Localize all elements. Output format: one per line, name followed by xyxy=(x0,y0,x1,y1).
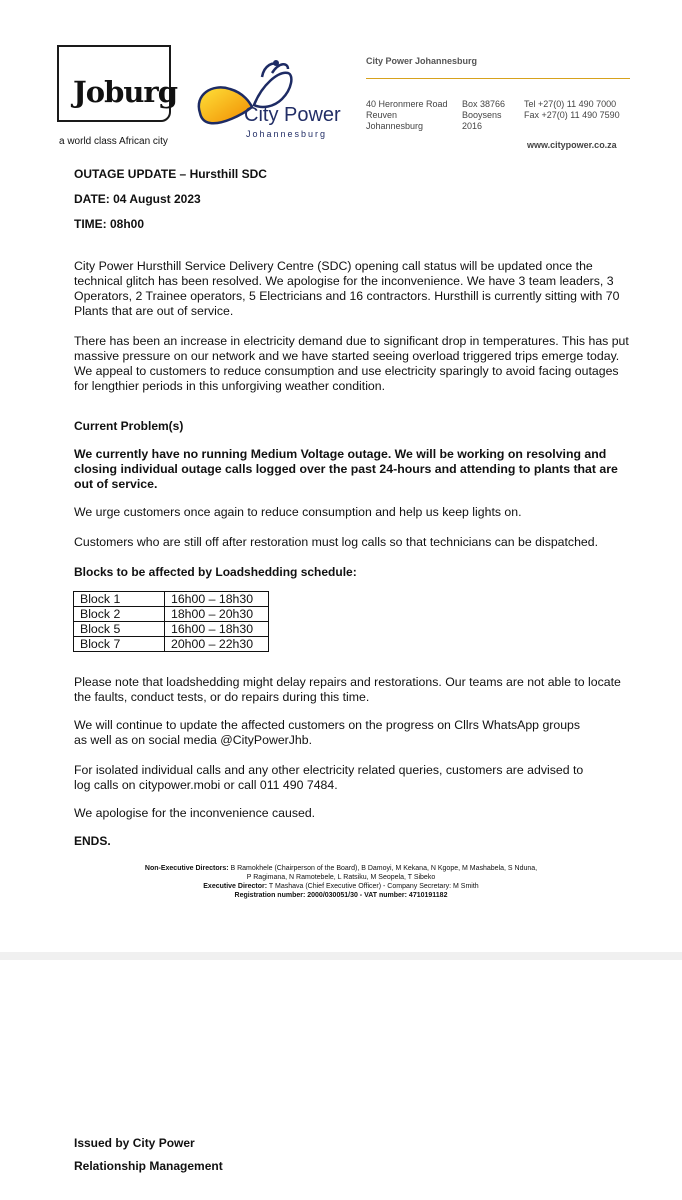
ned-line-2: P Ragimana, N Ramotebele, L Ratsiku, M Seopela, T Sibeko xyxy=(246,874,436,881)
table-row xyxy=(74,592,269,607)
block-name: Block 5 xyxy=(74,622,165,637)
ned-line-1: B Ramokhele (Chairperson of the Board), B Damoyi, M Kekana, N Kgope, M Mashabela, S Nduna, xyxy=(228,865,538,872)
block-name: Block 2 xyxy=(74,607,165,622)
block-time: 20h00 – 22h30 xyxy=(165,637,269,652)
current-problem-text: We currently have no running Medium Voltage outage. We will be working on resolving and closing individual outage calls logged over the past 24-hours and attending to plants that are out of service. xyxy=(74,447,618,491)
city-power-sub: Johannesburg xyxy=(246,129,328,139)
joburg-logo-text: Joburg xyxy=(73,75,177,109)
block-time: 16h00 – 18h30 xyxy=(165,622,269,637)
paragraph-sdc-status: City Power Hursthill Service Delivery Centre (SDC) opening call status will be updated once the technical glitch has been resolved. We apologise for the inconvenience. We have 3 team leaders, 3 Operators, 2 Trainee operators, 5 Electricians and 16 contractors. Hursthill is currently sitting with 70 Plants that are out of service. xyxy=(74,259,620,318)
joburg-tagline: a world class African city xyxy=(59,136,168,147)
company-name: City Power Johannesburg xyxy=(366,56,478,66)
table-row xyxy=(74,622,269,637)
block-name: Block 7 xyxy=(74,637,165,652)
paragraph-demand: There has been an increase in electricity demand due to significant drop in temperatures. This has put massive pressure on our network and we have started seeing overload triggered trips emerge today. We appeal to customers to reduce consumption and use electricity sparingly to avoid facing outages for lengthier periods in this unforgiving weather condition. xyxy=(74,334,629,393)
block-time: 16h00 – 18h30 xyxy=(165,592,269,607)
log-calls-text: Customers who are still off after restoration must log calls so that technicians can be dispatched. xyxy=(74,535,599,549)
update-line-2: as well as on social media @CityPowerJhb. xyxy=(74,733,313,747)
joburg-logo xyxy=(57,45,177,122)
blocks-heading: Blocks to be affected by Loadshedding schedule: xyxy=(74,565,357,579)
block-name: Block 1 xyxy=(74,592,165,607)
header-divider xyxy=(366,78,630,79)
footer-directors xyxy=(0,864,682,900)
page-divider xyxy=(0,952,682,960)
issued-department: Relationship Management xyxy=(74,1159,223,1173)
loadshedding-note: Please note that loadshedding might delay repairs and restorations. Our teams are not able to locate the faults, conduct tests, or do repairs during this time. xyxy=(74,675,621,704)
current-problem-heading: Current Problem(s) xyxy=(74,419,184,433)
exec-text: T Mashava (Chief Executive Officer) - Company Secretary: M Smith xyxy=(267,883,479,890)
fax-number: Fax +27(0) 11 490 7590 xyxy=(524,110,620,120)
website-link[interactable]: www.citypower.co.za xyxy=(527,140,617,150)
isolated-calls-line-1: For isolated individual calls and any other electricity related queries, customers are advised to xyxy=(74,763,584,777)
loadshedding-table xyxy=(73,591,269,652)
block-time: 18h00 – 20h30 xyxy=(165,607,269,622)
ends-text: ENDS. xyxy=(74,834,111,848)
tel-number: Tel +27(0) 11 490 7000 xyxy=(524,99,617,109)
update-line-1: We will continue to update the affected customers on the progress on Cllrs WhatsApp groups xyxy=(74,718,581,732)
document-date: DATE: 04 August 2023 xyxy=(74,192,201,206)
urge-text: We urge customers once again to reduce consumption and help us keep lights on. xyxy=(74,505,522,519)
document-title: OUTAGE UPDATE – Hursthill SDC xyxy=(74,167,267,181)
registration-text: Registration number: 2000/030051/30 - VAT number: 4710191182 xyxy=(234,892,448,899)
box-address: Box 38766 Booysens 2016 xyxy=(462,99,506,131)
exec-label: Executive Director: xyxy=(203,883,268,890)
street-address: 40 Heronmere Road Reuven Johannesburg xyxy=(366,99,448,131)
table-row xyxy=(74,637,269,652)
document-time: TIME: 08h00 xyxy=(74,217,145,231)
issued-by: Issued by City Power xyxy=(74,1136,195,1150)
city-power-name: City Power xyxy=(244,104,341,126)
ned-label: Non-Executive Directors: xyxy=(144,865,229,872)
table-row xyxy=(74,607,269,622)
apology-text: We apologise for the inconvenience caused. xyxy=(74,806,316,820)
isolated-calls-line-2: log calls on citypower.mobi or call 011 490 7484. xyxy=(74,778,338,792)
